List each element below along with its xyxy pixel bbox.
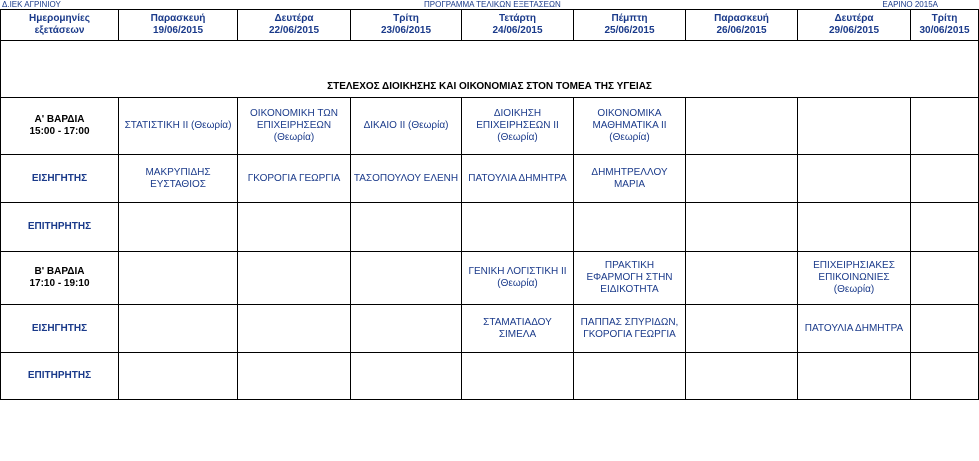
rapporteur-cell: ΓΚΟΡΟΓΙΑ ΓΕΩΡΓΙΑ (238, 155, 351, 203)
day-name: Δευτέρα (834, 13, 874, 24)
supervisor-cell (798, 203, 911, 252)
subject-cell: ΟΙΚΟΝΟΜΙΚΑ ΜΑΘΗΜΑΤΙΚΑ ΙΙ (Θεωρία) (574, 98, 686, 155)
day-date: 24/06/2015 (492, 25, 543, 36)
rapporteur-cell (911, 305, 979, 353)
rapporteur-cell (119, 305, 238, 353)
supervisor-cell (119, 353, 238, 400)
shift-a-name: Α' ΒΑΡΔΙΑ (34, 114, 85, 125)
subject-cell (686, 252, 798, 305)
day-name: Δευτέρα (274, 13, 314, 24)
rapporteur-cell (351, 305, 462, 353)
supervisor-cell (351, 353, 462, 400)
day-name: Παρασκευή (714, 13, 769, 24)
subject-cell (798, 98, 911, 155)
supervisor-cell (911, 353, 979, 400)
supervisor-cell (911, 203, 979, 252)
subject-cell: ΕΠΙΧΕΙΡΗΣΙΑΚΕΣ ΕΠΙΚΟΙΝΩΝΙΕΣ (Θεωρία) (798, 252, 911, 305)
day-header (238, 10, 351, 41)
day-name: Παρασκευή (150, 13, 206, 24)
supervisor-label: ΕΠΙΤΗΡΗΤΗΣ (1, 203, 119, 252)
shift-b-rapporteur-row (1, 305, 979, 353)
supervisor-cell (119, 203, 238, 252)
rapporteur-cell: ΠΑΤΟΥΛΙΑ ΔΗΜΗΤΡΑ (462, 155, 574, 203)
dates-label-cell (1, 10, 119, 41)
top-bar (0, 0, 960, 9)
subject-cell: ΠΡΑΚΤΙΚΗ ΕΦΑΡΜΟΓΗ ΣΤΗΝ ΕΙΔΙΚΟΤΗΤΑ (574, 252, 686, 305)
rapporteur-cell: ΠΑΤΟΥΛΙΑ ΔΗΜΗΤΡΑ (798, 305, 911, 353)
day-header (574, 10, 686, 41)
header-row (1, 10, 979, 41)
shift-a-subjects-row (1, 98, 979, 155)
supervisor-label: ΕΠΙΤΗΡΗΤΗΣ (1, 353, 119, 400)
rapporteur-cell: ΤΑΣΟΠΟΥΛΟΥ ΕΛΕΝΗ (351, 155, 462, 203)
supervisor-cell (462, 203, 574, 252)
subject-cell (119, 252, 238, 305)
shift-b-subjects-row (1, 252, 979, 305)
supervisor-cell (238, 203, 351, 252)
rapporteur-cell: ΠΑΠΠΑΣ ΣΠΥΡΙΔΩΝ, ΓΚΟΡΟΓΙΑ ΓΕΩΡΓΙΑ (574, 305, 686, 353)
section-title-row (1, 41, 979, 98)
day-name: Τρίτη (393, 13, 419, 24)
subject-cell: ΟΙΚΟΝΟΜΙΚΗ ΤΩΝ ΕΠΙΧΕΙΡΗΣΕΩΝ (Θεωρία) (238, 98, 351, 155)
rapporteur-cell (798, 155, 911, 203)
supervisor-cell (238, 353, 351, 400)
day-date: 29/06/2015 (828, 25, 880, 36)
rapporteur-cell: ΔΗΜΗΤΡΕΛΛΟΥ ΜΑΡΙΑ (574, 155, 686, 203)
shift-b-time: 17:10 - 19:10 (29, 278, 90, 289)
subject-cell (686, 98, 798, 155)
day-name: Τρίτη (931, 13, 958, 24)
shift-a-rapporteur-row (1, 155, 979, 203)
shift-a-label (1, 98, 119, 155)
shift-b-name: Β' ΒΑΡΔΙΑ (34, 266, 85, 277)
rapporteur-cell: ΜΑΚΡΥΠΙΔΗΣ ΕΥΣΤΑΘΙΟΣ (119, 155, 238, 203)
shift-a-supervisor-row (1, 203, 979, 252)
school-name: Δ.ΙΕΚ ΑΓΡΙΝΙΟΥ (2, 0, 61, 9)
rapporteur-label: ΕΙΣΗΓΗΤΗΣ (1, 305, 119, 353)
day-date: 25/06/2015 (604, 25, 655, 36)
rapporteur-cell: ΣΤΑΜΑΤΙΑΔΟΥ ΣΙΜΕΛΑ (462, 305, 574, 353)
day-name: Τετάρτη (499, 13, 536, 24)
day-header (119, 10, 238, 41)
subject-cell (911, 98, 979, 155)
rapporteur-cell (686, 305, 798, 353)
shift-b-supervisor-row (1, 353, 979, 400)
subject-cell: ΔΙΚΑΙΟ ΙΙ (Θεωρία) (351, 98, 462, 155)
day-date: 23/06/2015 (380, 25, 432, 36)
supervisor-cell (686, 203, 798, 252)
subject-cell (238, 252, 351, 305)
day-date: 19/06/2015 (152, 25, 204, 36)
day-header (686, 10, 798, 41)
section-title: ΣΤΕΛΕΧΟΣ ΔΙΟΙΚΗΣΗΣ ΚΑΙ ΟΙΚΟΝΟΜΙΑΣ ΣΤΟΝ ΤΟΜΕΑ ΤΗΣ ΥΓΕΙΑΣ (1, 41, 979, 98)
subject-cell (911, 252, 979, 305)
supervisor-cell (686, 353, 798, 400)
shift-b-label (1, 252, 119, 305)
supervisor-cell (798, 353, 911, 400)
supervisor-cell (574, 203, 686, 252)
day-header (462, 10, 574, 41)
dates-label-line1: Ημερομηνίες (29, 13, 90, 24)
day-header (911, 10, 979, 41)
dates-label-line2: εξετάσεων (34, 25, 85, 36)
day-name: Πέμπτη (611, 13, 648, 24)
exam-schedule-table (0, 9, 979, 400)
supervisor-cell (462, 353, 574, 400)
rapporteur-label: ΕΙΣΗΓΗΤΗΣ (1, 155, 119, 203)
day-date: 30/06/2015 (919, 25, 970, 36)
day-date: 26/06/2015 (716, 25, 767, 36)
semester-label: ΕΑΡΙΝΟ 2015Α (882, 0, 938, 9)
rapporteur-cell (238, 305, 351, 353)
rapporteur-cell (686, 155, 798, 203)
subject-cell: ΓΕΝΙΚΗ ΛΟΓΙΣΤΙΚΗ ΙΙ (Θεωρία) (462, 252, 574, 305)
subject-cell (351, 252, 462, 305)
subject-cell: ΣΤΑΤΙΣΤΙΚΗ ΙΙ (Θεωρία) (119, 98, 238, 155)
day-header (351, 10, 462, 41)
rapporteur-cell (911, 155, 979, 203)
shift-a-time: 15:00 - 17:00 (29, 126, 90, 137)
document-title: ΠΡΟΓΡΑΜΜΑ ΤΕΛΙΚΩΝ ΕΞΕΤΑΣΕΩΝ (424, 0, 561, 9)
subject-cell: ΔΙΟΙΚΗΣΗ ΕΠΙΧΕΙΡΗΣΕΩΝ ΙΙ (Θεωρία) (462, 98, 574, 155)
day-header (798, 10, 911, 41)
supervisor-cell (351, 203, 462, 252)
day-date: 22/06/2015 (268, 25, 320, 36)
supervisor-cell (574, 353, 686, 400)
